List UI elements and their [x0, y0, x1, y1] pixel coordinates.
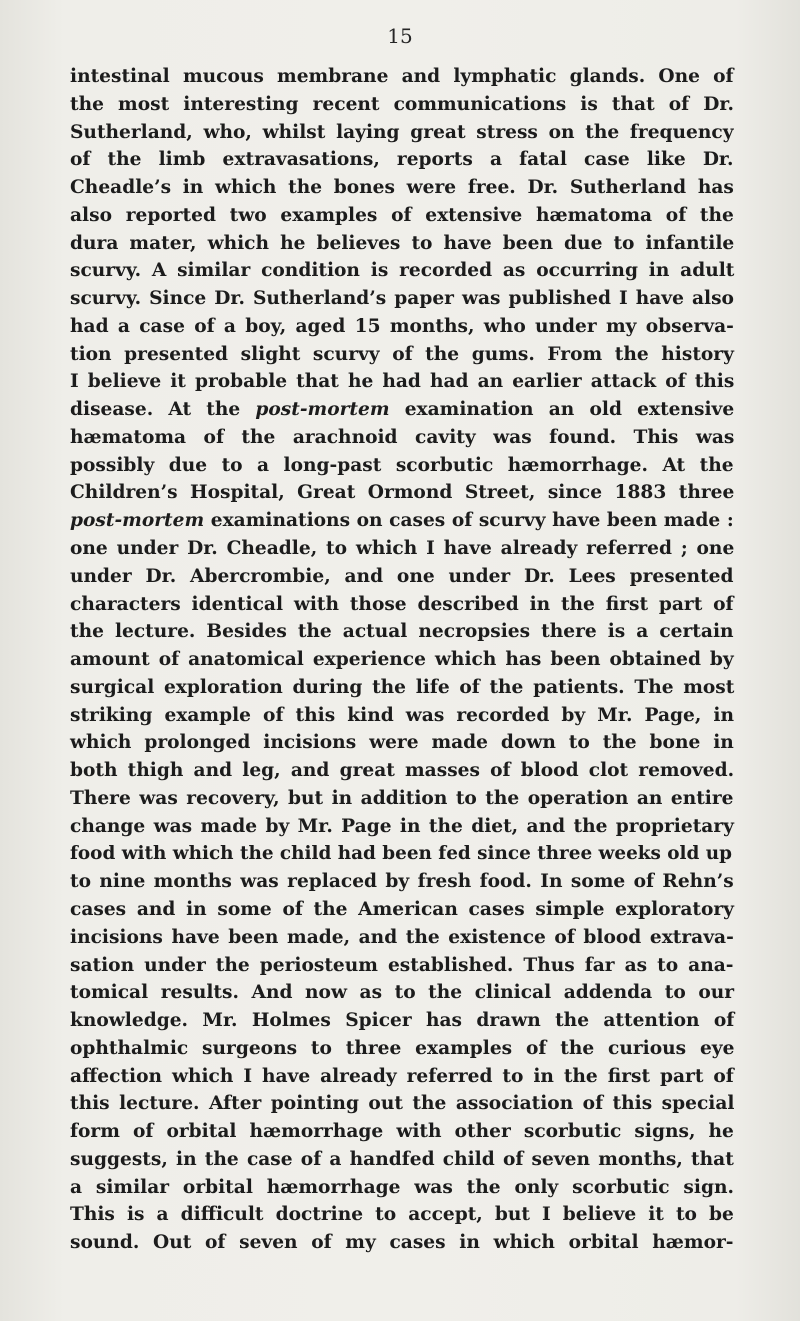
text-line — [70, 91, 734, 119]
text-line — [70, 868, 734, 896]
text-segment: examination an old extensive — [389, 399, 735, 421]
text-segment: dura mater, which he believes to have been due to infantile — [70, 232, 735, 254]
text-line — [70, 1174, 734, 1202]
text-segment: suggests, in the case of a handfed child of seven months, that — [70, 1148, 734, 1170]
text-line — [70, 174, 734, 202]
text-line — [70, 702, 734, 730]
text-segment: ophthalmic surgeons to three examples of the curious eye — [70, 1037, 735, 1059]
text-line — [70, 729, 734, 757]
text-segment: intestinal mucous membrane and lymphatic glands. One of — [70, 66, 734, 87]
text-segment: this lecture. After pointing out the association of this special — [70, 1093, 735, 1115]
body-text — [70, 63, 734, 1257]
text-line — [70, 1035, 734, 1063]
text-line — [70, 979, 734, 1007]
text-segment: knowledge. Mr. Holmes Spicer has drawn the attention of — [70, 1010, 735, 1032]
text-line — [70, 674, 734, 702]
text-segment: also reported two examples of extensive hæmatoma of the — [70, 204, 734, 226]
text-segment: under Dr. Abercrombie, and one under Dr. Lees presented — [70, 565, 734, 587]
text-segment: possibly due to a long-past scorbutic hæmorrhage. At the — [70, 454, 734, 476]
text-segment: Sutherland, who, whilst laying great stress on the frequency — [70, 121, 734, 143]
text-line — [70, 840, 734, 868]
text-line — [70, 341, 734, 369]
text-line — [70, 896, 734, 924]
text-line — [70, 313, 734, 341]
text-line — [70, 452, 734, 480]
text-line — [70, 1007, 734, 1035]
text-segment: amount of anatomical experience which has been obtained by — [70, 649, 734, 671]
text-segment: There was recovery, but in addition to the operation an entire — [70, 787, 734, 809]
text-line — [70, 1229, 734, 1257]
text-line — [70, 396, 734, 424]
text-segment: incisions have been made, and the existence of blood extrava- — [70, 926, 734, 948]
text-segment: a similar orbital hæmorrhage was the only scorbutic sign. — [70, 1176, 734, 1198]
text-line — [70, 618, 734, 646]
text-line — [70, 535, 734, 563]
text-segment: to nine months was replaced by fresh food. In some of Rehn’s — [70, 871, 734, 893]
text-line — [70, 1201, 734, 1229]
text-segment: hæmatoma of the arachnoid cavity was found. This was — [70, 426, 735, 448]
text-segment: disease. At the — [70, 399, 256, 421]
text-segment: both thigh and leg, and great masses of blood clot removed. — [70, 760, 735, 782]
text-segment: examinations on cases of scurvy have been made : — [204, 510, 734, 532]
text-line — [70, 424, 734, 452]
text-segment: change was made by Mr. Page in the diet, and the proprietary — [70, 815, 734, 837]
text-segment: which prolonged incisions were made down to the bone in — [70, 732, 734, 754]
text-line — [70, 507, 734, 535]
text-line — [70, 813, 734, 841]
italic-text: post-mortem — [255, 399, 390, 421]
text-segment: the lecture. Besides the actual necropsies there is a certain — [70, 621, 734, 643]
text-segment: cases and in some of the American cases simple exploratory — [70, 898, 734, 920]
text-segment: scurvy. A similar condition is recorded as occurring in adult — [70, 260, 735, 282]
text-segment: form of orbital hæmorrhage with other scorbutic signs, he — [70, 1121, 734, 1143]
text-line — [70, 952, 734, 980]
text-segment: surgical exploration during the life of the patients. The most — [70, 676, 735, 698]
text-line — [70, 591, 734, 619]
page-number: 15 — [387, 24, 413, 48]
text-segment: This is a difficult doctrine to accept, but I believe it to be — [70, 1204, 734, 1226]
text-line — [70, 1090, 734, 1118]
text-line — [70, 785, 734, 813]
italic-text: post-mortem — [70, 510, 205, 532]
text-line — [70, 646, 734, 674]
text-segment: of the limb extravasations, reports a fatal case like Dr. — [70, 149, 734, 171]
text-segment: Cheadle’s in which the bones were free. Dr. Sutherland has — [70, 177, 734, 199]
text-line — [70, 257, 734, 285]
text-line — [70, 757, 734, 785]
text-line — [70, 1146, 734, 1174]
text-segment: one under Dr. Cheadle, to which I have already referred ; one — [70, 538, 735, 560]
text-line — [70, 146, 734, 174]
text-line — [70, 563, 734, 591]
text-segment: characters identical with those described in the first part of — [70, 593, 734, 615]
text-segment: striking example of this kind was recorded by Mr. Page, in — [70, 704, 735, 726]
text-segment: I believe it probable that he had had an earlier attack of this — [70, 371, 735, 393]
text-line — [70, 1118, 734, 1146]
text-segment: scurvy. Since Dr. Sutherland’s paper was published I have also — [70, 288, 734, 310]
text-segment: affection which I have already referred to in the first part of — [70, 1065, 734, 1087]
text-segment: tomical results. And now as to the clinical addenda to our — [70, 982, 735, 1004]
text-line — [70, 202, 734, 230]
text-segment: had a case of a boy, aged 15 months, who under my observa- — [70, 315, 734, 337]
text-segment: Children’s Hospital, Great Ormond Street, since 1883 three — [70, 482, 735, 504]
text-line — [70, 479, 734, 507]
text-line — [70, 924, 734, 952]
text-line — [70, 285, 734, 313]
text-segment: food with which the child had been fed since three weeks old up — [70, 843, 733, 865]
text-segment: sound. Out of seven of my cases in which orbital hæmor- — [70, 1232, 734, 1254]
text-segment: tion presented slight scurvy of the gums. From the history — [70, 343, 734, 365]
text-line — [70, 119, 734, 147]
text-segment: sation under the periosteum established. Thus far as to ana- — [70, 954, 734, 976]
text-line — [70, 63, 734, 91]
text-line — [70, 230, 734, 258]
text-segment: the most interesting recent communications is that of Dr. — [70, 93, 734, 115]
text-line — [70, 1063, 734, 1091]
text-line — [70, 368, 734, 396]
